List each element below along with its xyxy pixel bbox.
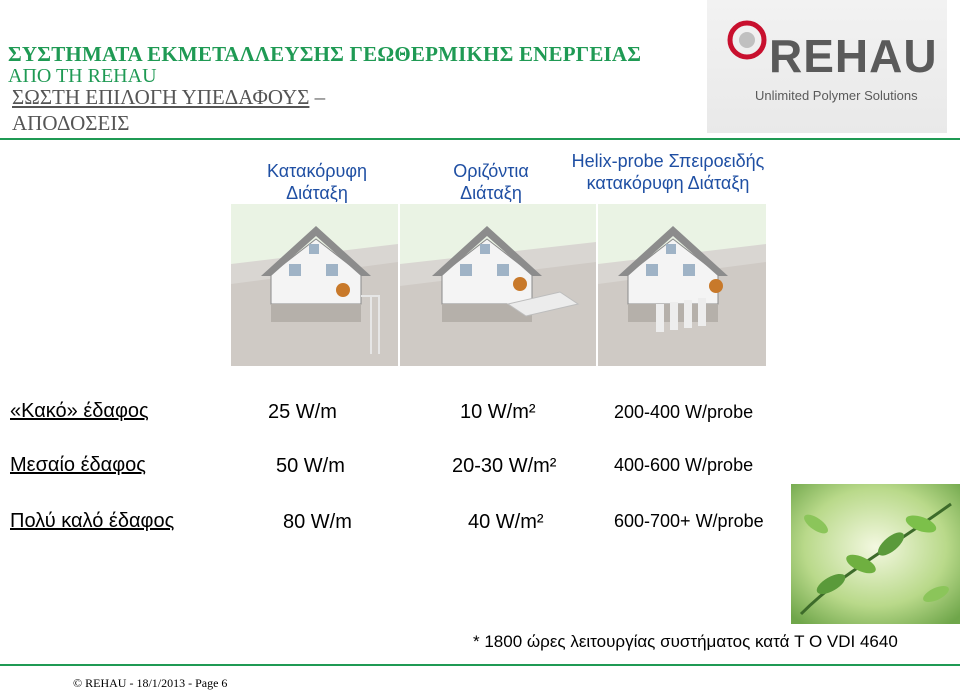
column-header-horizontal [418,160,564,204]
logo-brand-text: REHAU [769,30,938,82]
value-helix-poor: 200-400 W/probe [614,402,754,422]
header-divider [0,138,960,140]
horizontal-collector-illustration [400,204,596,366]
column-header-helix [546,150,790,194]
row-label-good-soil: Πολύ καλό έδαφος [10,510,175,532]
column-header-line2: Διάταξη [286,183,348,203]
logo-tagline: Unlimited Polymer Solutions [755,88,918,103]
value-vertical-poor: 25 W/m [268,401,337,423]
value-vertical-good: 80 W/m [283,511,352,533]
column-header-line1: Οριζόντια [453,161,529,181]
logo-dot-icon [739,32,755,48]
value-vertical-medium: 50 W/m [276,455,345,477]
footer-text: © REHAU - 18/1/2013 - Page 6 [73,676,228,690]
value-helix-good: 600-700+ W/probe [614,511,764,531]
vertical-collector-illustration [231,204,398,366]
footer-divider [0,664,960,666]
row-label-poor-soil: «Κακό» έδαφος [10,400,149,422]
subtitle-underlined: ΣΩΣΤΗ ΕΠΙΛΟΓΗ ΥΠΕΔΑΦΟΥΣ [12,85,310,109]
column-header-line1: Helix-probe Σπειροειδής [571,151,765,171]
value-horizontal-medium: 20-30 W/m² [452,455,557,477]
value-helix-medium: 400-600 W/probe [614,455,754,475]
value-horizontal-poor: 10 W/m² [460,401,536,423]
page-title: ΣΥΣΤΗΜΑΤΑ ΕΚΜΕΤΑΛΛΕΥΣΗΣ ΓΕΩΘΕΡΜΙΚΗΣ ΕΝΕΡΓΕΙΑΣ [8,42,642,66]
rehau-logo [707,0,947,133]
subtitle-rest: – ΑΠΟΔΟΣΕΙΣ [12,85,326,135]
column-header-line2: κατακόρυφη Διάταξη [586,173,750,193]
page-title-line2: ΑΠΟ ΤΗ REHAU [8,65,157,87]
column-header-line2: Διάταξη [460,183,522,203]
helix-probe-illustration [598,204,766,366]
page-subtitle [12,84,372,136]
leaves-image [791,484,960,624]
value-horizontal-good: 40 W/m² [468,511,544,533]
row-label-medium-soil: Μεσαίο έδαφος [10,454,146,476]
rehau-logo-graphic [707,0,947,133]
footnote: * 1800 ώρες λειτουργίας συστήματος κατά T O VDI 4640 [473,632,898,651]
column-header-line1: Κατακόρυφη [266,161,367,181]
column-header-vertical [244,160,390,204]
